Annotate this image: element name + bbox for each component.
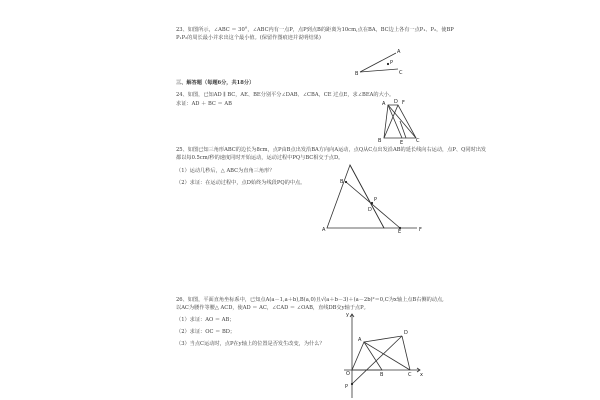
q23-label-a: A xyxy=(397,49,401,55)
q23-label-b: B xyxy=(355,71,359,77)
q24-trapezoid-figure xyxy=(378,100,428,145)
q24-line2: 求证：AD ＋ BC ＝ AB xyxy=(176,101,232,107)
section-3-heading: 三、解答题（每题6分，共18分） xyxy=(176,80,255,86)
q26-label-x: x xyxy=(420,372,423,378)
q26-label-b: B xyxy=(380,372,384,378)
q25-sub2: （2）求证：在运动过程中，点D始终为线段PQ的中点。 xyxy=(176,180,306,186)
q25-label-e: E xyxy=(398,229,402,235)
q25-line2: 都以每0.5cm/秒的速度同时开始运动，运动过程中PQ与BC相交于点D。 xyxy=(176,155,344,161)
q25-sub1: （1）运动几秒后，△ ABC为直角三角形？ xyxy=(176,168,275,174)
q24-label-b: B xyxy=(378,138,382,144)
q26-label-p: P xyxy=(345,384,349,390)
q24-label-a: A xyxy=(382,101,386,107)
q26-sub2: （2）求证：OC ＝ BD； xyxy=(176,329,236,335)
q26-label-c: C xyxy=(408,372,412,378)
q24-label-f: F xyxy=(402,100,405,106)
q26-label-o: O xyxy=(346,371,350,377)
q24-label-d: D xyxy=(394,99,398,105)
q25-line1: 25、如图已知三角形ABC的边长为8cm，点P由B点出发沿BA方向向A运动，点Q从C点出发沿AB的延长线向右运动，点P、Q同时出发 xyxy=(176,147,487,153)
q23-line2: P₁P₂的周长最小并求出这个最小值。(保留作图痕迹并说明结果) xyxy=(176,35,321,41)
q24-label-e: E xyxy=(400,140,404,146)
q26-label-y: y xyxy=(346,312,349,318)
q26-line2: 以AC为腰作等腰△ ACD，使AD ＝ AC，∠CAD ＝ ∠OAB，直线DB交y轴于点P。 xyxy=(176,305,369,311)
q25-label-f: F xyxy=(419,227,422,233)
q24-label-c: C xyxy=(416,138,420,144)
q26-sub1: （1）求证：AO ＝ AB； xyxy=(176,317,235,323)
q23-label-p: P xyxy=(390,60,394,66)
q25-label-a: A xyxy=(322,227,326,233)
q25-label-d: D xyxy=(368,207,372,213)
q23-label-c: C xyxy=(399,70,403,76)
q24-line1: 24、如图，已知AD ∥ BC，AE、BE分别平分∠DAB、∠CBA，CE 过点E，求∠BEA的大小。 xyxy=(176,92,395,98)
q25-label-p: P xyxy=(374,197,378,203)
q26-line1: 26、如图，平面直角坐标系中，已知点A(a－1,a＋b),B(a,0)且√(a＋b－3)＋(a－2b)²＝0,C为x轴上点B右侧的动点, xyxy=(176,297,444,303)
q23-angle-figure xyxy=(350,45,410,80)
q25-label-b: B xyxy=(340,179,344,185)
q25-triangle-figure xyxy=(320,155,430,235)
q26-coordinate-figure xyxy=(340,312,425,400)
q26-label-a: A xyxy=(358,337,362,343)
q26-label-d: D xyxy=(404,330,408,336)
q26-sub3: （3）当点C运动时，点P在y轴上的位置是否发生改变，为什么？ xyxy=(176,341,325,347)
q23-line1: 23、如图所示，∠ABC ＝ 30°，∠ABC内有一点P，点P到点B的距离为10cm,点在BA，BC边上各有一点P₁、P₂，使BP xyxy=(176,27,454,33)
